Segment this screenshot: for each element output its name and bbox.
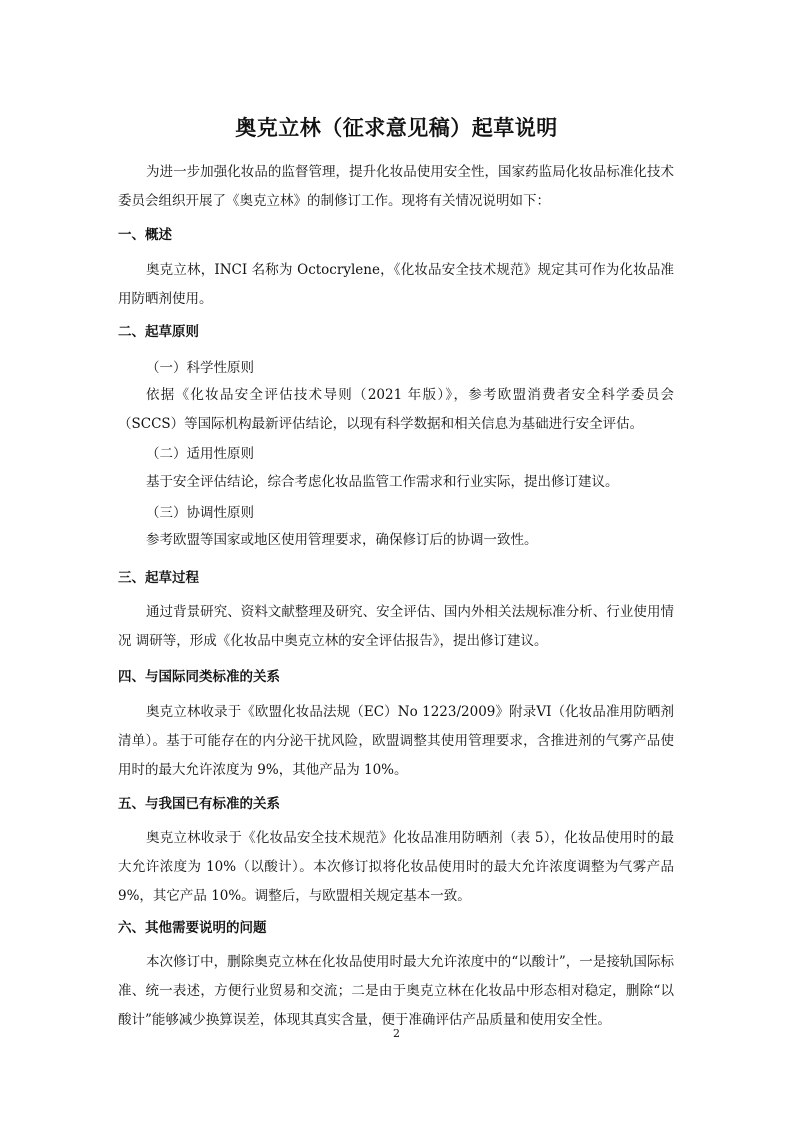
section-body-domestic: 奥克立林收录于《化妆品安全技术规范》化妆品准用防晒剂（表 5），化妆品使用时的最大允许浓度为 10%（以酸计）。本次修订拟将化妆品使用时的最大允许浓度调整为气雾产品 9%，其它产品 10%。调整后，与欧盟相关规定基本一致。 [118, 830, 674, 904]
subsection-body-scientific: 依据《化妆品安全评估技术导则（2021 年版）》，参考欧盟消费者安全科学委员会（SCCS）等国际机构最新评估结论，以现有科学数据和相关信息为基础进行安全评估。 [118, 387, 674, 432]
subsection-heading-applicability: （二）适用性原则 [146, 446, 254, 462]
subsection-heading-scientific: （一）科学性原则 [146, 360, 254, 376]
page-number: 2 [393, 1027, 400, 1040]
section-heading-process: 三、起草过程 [118, 570, 199, 586]
section-heading-domestic: 五、与我国已有标准的关系 [118, 796, 280, 812]
section-heading-other: 六、其他需要说明的问题 [118, 920, 267, 936]
section-body-overview: 奥克立林，INCI 名称为 Octocrylene，《化妆品安全技术规范》规定其可作为化妆品准用防晒剂使用。 [118, 262, 674, 307]
subsection-heading-coordination: （三）协调性原则 [146, 505, 254, 521]
subsection-body-applicability: 基于安全评估结论，综合考虑化妆品监管工作需求和行业实际，提出修订建议。 [146, 474, 619, 490]
document-title: 奥克立林（征求意见稿）起草说明 [235, 116, 558, 140]
section-body-international: 奥克立林收录于《欧盟化妆品法规（EC）No 1223/2009》附录VI（化妆品准用防晒剂清单）。基于可能存在的内分泌干扰风险，欧盟调整其使用管理要求，含推进剂的气雾产品使用时的最大允许浓度为 9%，其他产品为 10%。 [118, 704, 674, 778]
intro-paragraph: 为进一步加强化妆品的监督管理，提升化妆品使用安全性，国家药监局化妆品标准化技术委员会组织开展了《奥克立林》的制修订工作。现将有关情况说明如下： [118, 164, 674, 209]
section-heading-principles: 二、起草原则 [118, 324, 199, 340]
section-body-other: 本次修订中，删除奥克立林在化妆品使用时最大允许浓度中的“以酸计”，一是接轨国际标准、统一表述，方便行业贸易和交流；二是由于奥克立林在化妆品中形态相对稳定，删除“以酸计”能够减少换算误差，体现其真实含量，便于准确评估产品质量和使用安全性。 [118, 954, 674, 1028]
subsection-body-coordination: 参考欧盟等国家或地区使用管理要求，确保修订后的协调一致性。 [146, 532, 538, 548]
section-heading-international: 四、与国际同类标准的关系 [118, 669, 280, 685]
section-heading-overview: 一、概述 [118, 227, 172, 243]
section-body-process: 通过背景研究、资料文献整理及研究、安全评估、国内外相关法规标准分析、行业使用情况 调研等，形成《化妆品中奥克立林的安全评估报告》，提出修订建议。 [118, 604, 674, 649]
